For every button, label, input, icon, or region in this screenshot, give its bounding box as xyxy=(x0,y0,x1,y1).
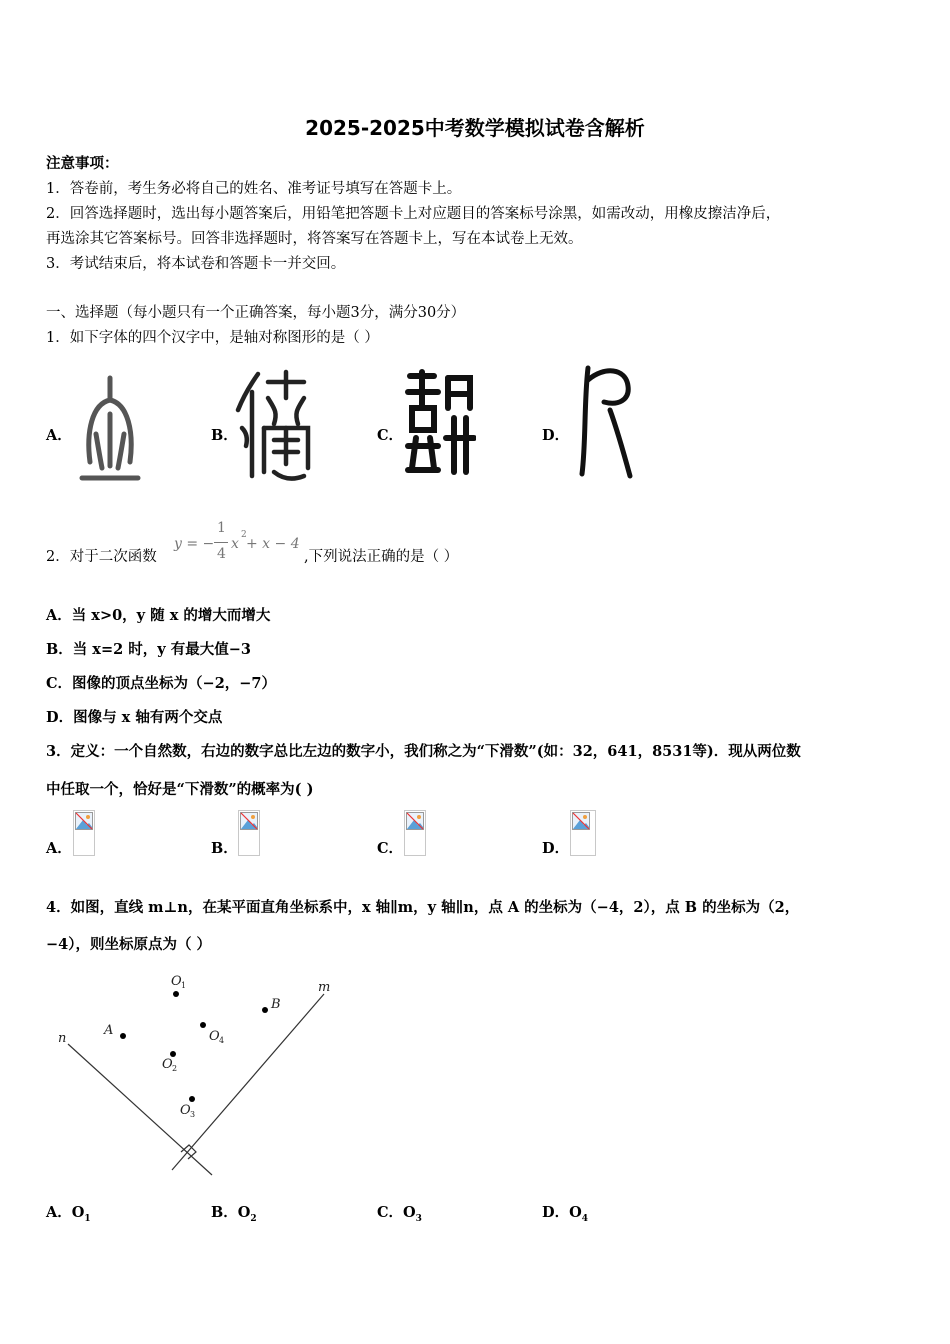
q4-option-a: A．$O_1$ xyxy=(46,1204,91,1224)
seal-glyph-c-icon xyxy=(404,368,476,480)
seal-glyph-b-icon xyxy=(234,368,314,486)
notice-item-3: 3．考试结束后，将本试卷和答题卡一并交回。 xyxy=(46,256,346,272)
seal-glyph-d-icon xyxy=(574,362,638,480)
svg-text:2: 2 xyxy=(172,1064,178,1073)
notice-item-2a: 2．回答选择题时，选出每小题答案后，用铅笔把答题卡上对应题目的答案标号涂黑，如需改动，用橡皮擦洁净后， xyxy=(46,206,781,222)
q4-geometry-figure xyxy=(50,970,350,1185)
point-o1 xyxy=(173,991,179,997)
line-m xyxy=(172,994,324,1170)
q2-formula: y = − 1 4 x 2 + x − 4 xyxy=(174,520,300,562)
point-o3 xyxy=(189,1096,195,1102)
label-n: n xyxy=(58,1031,67,1046)
question-3-line-2: 中任取一个，恰好是“下滑数”的概率为( ) xyxy=(46,781,314,798)
svg-text:3: 3 xyxy=(190,1110,196,1119)
point-b xyxy=(262,1007,268,1013)
svg-text:4: 4 xyxy=(219,1036,225,1045)
broken-image-icon xyxy=(404,810,426,856)
point-o4 xyxy=(200,1022,206,1028)
question-4-line-2: −4），则坐标原点为（ ） xyxy=(46,936,212,953)
q4-option-b: B．$O_2$ xyxy=(211,1204,257,1224)
q1-option-c-label: C． xyxy=(377,427,404,444)
question-3-line-1: 3．定义：一个自然数，右边的数字总比左边的数字小，我们称之为“下滑数”(如：32，641，8531等)．现从两位数 xyxy=(46,743,801,760)
q1-option-a-label: A． xyxy=(46,427,72,444)
broken-image-icon xyxy=(570,810,596,856)
section-heading: 一、选择题（每小题只有一个正确答案，每小题3分，满分30分） xyxy=(46,305,466,321)
q1-option-b-label: B． xyxy=(211,427,238,444)
q2-option-a: A．当 x>0，y 随 x 的增大而增大 xyxy=(46,607,271,624)
question-2-stem-prefix: 2．对于二次函数 xyxy=(46,549,157,565)
label-a: A xyxy=(104,1023,114,1038)
q3-option-b-label: B． xyxy=(211,840,238,857)
svg-text:1: 1 xyxy=(181,981,187,990)
q3-option-c-label: C． xyxy=(377,840,404,857)
seal-glyph-a-icon xyxy=(78,374,142,486)
question-2-stem-suffix: ,下列说法正确的是（ ） xyxy=(304,549,459,565)
question-1-stem: 1．如下字体的四个汉字中，是轴对称图形的是（ ） xyxy=(46,330,379,346)
q3-option-a-label: A． xyxy=(46,840,72,857)
label-o3: O xyxy=(180,1103,191,1118)
notice-item-2b: 再选涂其它答案标号。回答非选择题时，将答案写在答题卡上，写在本试卷上无效。 xyxy=(46,231,583,247)
q1-option-d-label: D． xyxy=(542,427,570,444)
label-o1: O xyxy=(171,974,182,989)
q3-option-d-label: D． xyxy=(542,840,570,857)
notice-heading: 注意事项： xyxy=(46,155,119,172)
q2-option-d: D．图像与 x 轴有两个交点 xyxy=(46,709,223,726)
label-b: B xyxy=(271,997,281,1012)
label-o4: O xyxy=(209,1029,220,1044)
q4-option-d: D．$O_4$ xyxy=(542,1204,588,1224)
point-a xyxy=(120,1033,126,1039)
notice-item-1: 1．答卷前，考生务必将自己的姓名、准考证号填写在答题卡上。 xyxy=(46,181,462,197)
q2-option-c: C．图像的顶点坐标为（−2，−7） xyxy=(46,675,277,692)
page-title: 2025-2025中考数学模拟试卷含解析 xyxy=(305,116,645,140)
broken-image-icon xyxy=(73,810,95,856)
label-o2: O xyxy=(162,1057,173,1072)
question-4-line-1: 4．如图，直线 m⊥n，在某平面直角坐标系中，x 轴∥m，y 轴∥n，点 A 的坐标为（−4，2），点 B 的坐标为（2， xyxy=(46,899,800,916)
q4-option-c: C．$O_3$ xyxy=(377,1204,422,1224)
broken-image-icon xyxy=(238,810,260,856)
q2-option-b: B．当 x=2 时，y 有最大值−3 xyxy=(46,641,251,658)
label-m: m xyxy=(318,980,331,995)
